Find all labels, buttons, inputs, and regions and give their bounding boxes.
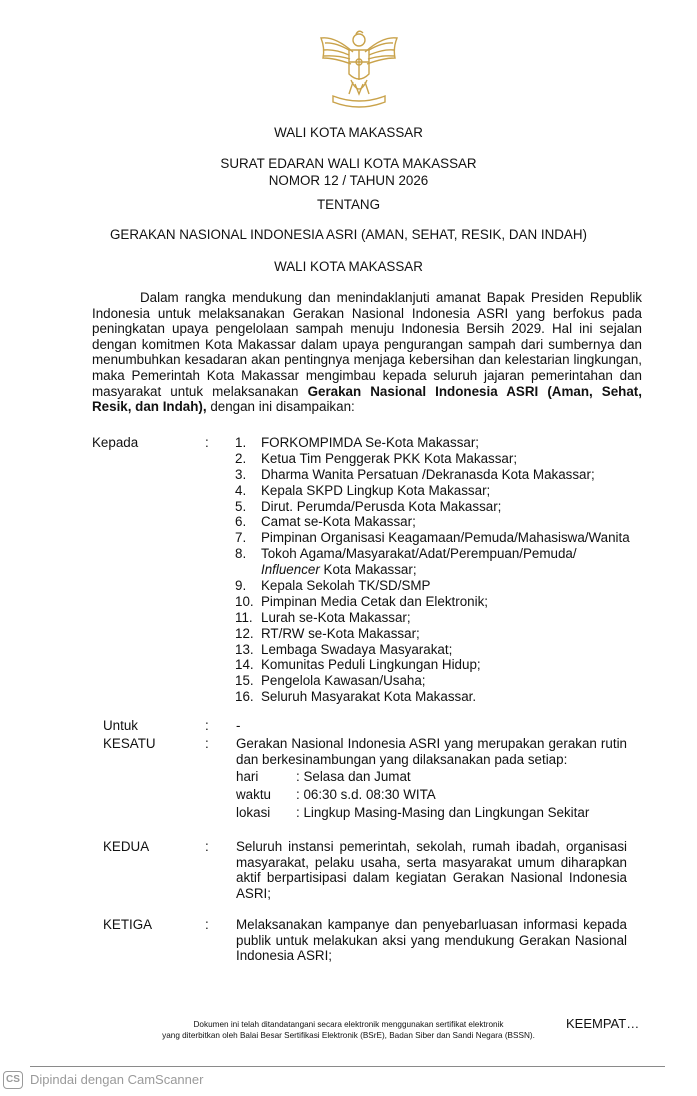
kepada-colon: : <box>205 435 209 450</box>
kedua-colon: : <box>205 839 209 854</box>
item-text: Tokoh Agama/Masyarakat/Adat/Perempuan/Pemuda/ <box>261 546 577 562</box>
list-item <box>235 626 630 642</box>
item-text: Dirut. Perumda/Perusda Kota Makassar; <box>261 498 502 514</box>
item-text: Seluruh Masyarakat Kota Makassar. <box>261 689 477 705</box>
item-text-rest: Kota Makassar; <box>319 561 417 577</box>
item-text: Camat se-Kota Makassar; <box>261 514 416 530</box>
kesatu-text: Gerakan Nasional Indonesia ASRI yang merupakan gerakan rutin dan berkesinambungan yang dilaksanakan pada setiap: <box>236 736 627 767</box>
schedule-key: hari <box>236 769 259 784</box>
document-number: NOMOR 12 / TAHUN 2026 <box>268 173 429 188</box>
item-text: Ketua Tim Penggerak PKK Kota Makassar; <box>261 450 518 466</box>
item-text: Pimpinan Media Cetak dan Elektronik; <box>261 593 489 609</box>
list-item <box>235 467 630 483</box>
schedule-value: : 06:30 s.d. 08:30 WITA <box>296 787 436 802</box>
kedua-label: KEDUA <box>103 839 150 854</box>
untuk-colon: : <box>205 718 209 733</box>
document-subject: GERAKAN NASIONAL INDONESIA ASRI (AMAN, SEHAT, RESIK, DAN INDAH) <box>110 227 587 242</box>
item-number: 5. <box>235 498 247 514</box>
list-item <box>235 657 630 673</box>
item-number: 11. <box>235 609 253 625</box>
kedua-text: Seluruh instansi pemerintah, sekolah, rumah ibadah, organisasi masyarakat, pelaku usaha, serta masyarakat umum diharapkan aktif berpartisipasi dalam kegiatan Gerakan Nasional Indonesia ASRI; <box>236 839 627 901</box>
esign-note-line1: Dokumen ini telah ditandatangani secara elektronik menggunakan sertifikat elektronik <box>193 1020 504 1029</box>
list-item <box>235 642 630 658</box>
list-item <box>235 578 630 594</box>
ketiga-label: KETIGA <box>103 917 153 932</box>
scanner-watermark: Dipindai dengan CamScanner <box>30 1072 204 1087</box>
signatory-heading: WALI KOTA MAKASSAR <box>274 259 423 274</box>
item-text: Kepala SKPD Lingkup Kota Makassar; <box>261 482 491 498</box>
office-title: WALI KOTA MAKASSAR <box>274 125 423 140</box>
list-item <box>235 610 630 626</box>
item-number: 3. <box>235 466 247 482</box>
ketiga-text: Melaksanakan kampanye dan penyebarluasan informasi kepada publik untuk melakukan aksi yang mendukung Gerakan Nasional Indonesia ASRI; <box>236 917 627 964</box>
item-text: RT/RW se-Kota Makassar; <box>261 625 420 641</box>
list-item <box>235 530 630 546</box>
kesatu-colon: : <box>205 736 209 751</box>
item-number: 12. <box>235 625 254 641</box>
kesatu-label: KESATU <box>103 736 156 751</box>
item-number: 6. <box>235 514 247 530</box>
item-text: Kepala Sekolah TK/SD/SMP <box>261 578 431 594</box>
schedule-row-time <box>236 787 436 803</box>
schedule-value: : Selasa dan Jumat <box>296 769 411 784</box>
list-item <box>235 435 630 451</box>
about-label: TENTANG <box>317 197 380 212</box>
list-item <box>235 483 630 499</box>
item-italic-text: Influencer <box>261 561 320 577</box>
esign-note-line2: yang diterbitkan oleh Balai Besar Sertifikasi Elektronik (BSrE), Badan Siber dan Sandi Negara (BSSN). <box>162 1031 535 1040</box>
list-item <box>235 514 630 530</box>
intro-closing-text: dengan ini disampaikan: <box>206 399 355 415</box>
item-number: 9. <box>235 578 247 594</box>
item-text: Lembaga Swadaya Masyarakat; <box>261 641 453 657</box>
untuk-value: - <box>236 718 241 733</box>
recipient-list <box>235 435 630 705</box>
item-number: 1. <box>235 435 247 450</box>
garuda-emblem-icon <box>315 28 403 110</box>
list-item <box>235 689 630 705</box>
schedule-row-location <box>236 805 589 821</box>
item-number: 10. <box>235 593 254 609</box>
schedule-key: waktu <box>236 787 271 802</box>
continuation-marker: KEEMPAT… <box>566 1016 640 1031</box>
list-item <box>235 594 630 610</box>
intro-text: Dalam rangka mendukung dan menindaklanjuti amanat Bapak Presiden Republik Indonesia untuk melaksanakan Gerakan Nasional Indonesia ASRI yang berfokus pada peningkatan upaya pengelolaan sampah menuju Indonesia Bersih 2029. Hal ini sejalan dengan komitmen Kota Makassar dalam upaya pengurangan sampah dari sumbernya dan menumbuhkan kesadaran akan pentingnya menjaga kebersihan dan kelestarian lingkungan, maka Pemerintah Kota Makassar mengimbau kepada seluruh jajaran pemerintahan dan masyarakat untuk melaksanakan <box>92 290 642 399</box>
camscanner-icon: CS <box>3 1071 23 1089</box>
item-number: 15. <box>235 673 254 689</box>
list-item <box>235 451 630 467</box>
item-number: 2. <box>235 450 247 466</box>
item-number: 14. <box>235 657 254 673</box>
intro-paragraph <box>92 290 642 415</box>
schedule-key: lokasi <box>236 805 271 820</box>
schedule-row-day <box>236 769 411 785</box>
ketiga-colon: : <box>205 917 209 932</box>
item-text: FORKOMPIMDA Se-Kota Makassar; <box>261 435 480 450</box>
item-number: 13. <box>235 641 254 657</box>
item-number: 8. <box>235 546 247 562</box>
item-text: Dharma Wanita Persatuan /Dekranasda Kota Makassar; <box>261 466 595 482</box>
untuk-label: Untuk <box>103 718 138 733</box>
item-text: Komunitas Peduli Lingkungan Hidup; <box>261 657 481 673</box>
kepada-label: Kepada <box>92 435 139 450</box>
page-divider <box>30 1066 665 1067</box>
item-text: Lurah se-Kota Makassar; <box>261 609 411 625</box>
item-number: 16. <box>235 689 254 705</box>
item-text: Pengelola Kawasan/Usaha; <box>261 673 426 689</box>
item-number: 7. <box>235 530 247 546</box>
item-text: Pimpinan Organisasi Keagamaan/Pemuda/Mahasiswa/Wanita <box>261 530 630 546</box>
intro-bold-text: Gerakan Nasional Indonesia ASRI (Aman, Sehat, Resik, dan Indah), <box>92 383 642 415</box>
document-type: SURAT EDARAN WALI KOTA MAKASSAR <box>220 156 477 171</box>
list-item <box>235 673 630 689</box>
list-item <box>235 546 630 578</box>
list-item <box>235 499 630 515</box>
item-number: 4. <box>235 482 247 498</box>
schedule-value: : Lingkup Masing-Masing dan Lingkungan Sekitar <box>296 805 590 820</box>
